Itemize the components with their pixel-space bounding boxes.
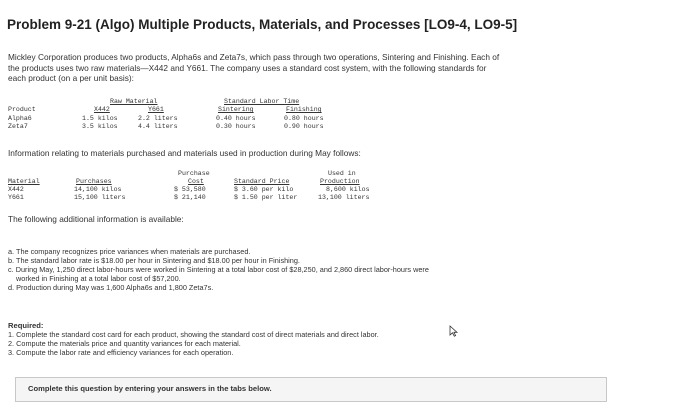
header-standard-price: Standard Price <box>234 178 290 185</box>
header-x442: X442 <box>94 106 110 113</box>
info-item-c-continued: worked in Finishing at a total labor cost of $57,200. <box>16 273 181 283</box>
row-product: Alpha6 <box>8 115 32 122</box>
problem-intro <box>8 52 608 84</box>
row-product: Zeta7 <box>8 123 28 130</box>
header-labor-time: Standard Labor Time <box>224 98 300 105</box>
standards-table <box>8 98 340 138</box>
header-purchases: Purchases <box>76 178 112 185</box>
row-sintering: 0.30 hours <box>216 123 256 130</box>
row-material: X442 <box>8 186 24 193</box>
row-sintering: 0.40 hours <box>216 115 256 122</box>
required-list <box>8 331 568 358</box>
tabs-instruction: Complete this question by entering your answers in the tabs below. <box>28 384 272 393</box>
required-item-1: 1. Complete the standard cost card for each product, showing the standard cost of direct materials and direct labor. <box>8 330 379 339</box>
additional-info-list <box>8 248 608 293</box>
row-x442: 1.5 kilos <box>82 115 118 122</box>
header-product: Product <box>8 106 36 113</box>
row-material: Y661 <box>8 194 24 201</box>
header-used-2: Production <box>320 178 360 185</box>
header-y661: Y661 <box>148 106 164 113</box>
intro-line: the products uses two raw materials—X442 and Y661. The company uses a standard cost system, with the following standards for <box>8 62 487 73</box>
additional-info-text: The following additional information is available: <box>8 214 184 224</box>
header-used-1: Used in <box>328 170 356 177</box>
required-item-2: 2. Compute the materials price and quantity variances for each material. <box>8 338 241 348</box>
header-purchase-cost-2: Cost <box>188 178 204 185</box>
header-sintering: Sintering <box>218 106 254 113</box>
info-item-c: c. During May, 1,250 direct labor-hours were worked in Sintering at a total labor cost of $28,250, and 2,860 direct labor-hours were <box>8 264 429 274</box>
required-item-3: 3. Compute the labor rate and efficiency variances for each operation. <box>8 347 234 357</box>
row-finishing: 0.80 hours <box>284 115 324 122</box>
header-purchase-cost-1: Purchase <box>178 170 210 177</box>
row-x442: 3.5 kilos <box>82 123 118 130</box>
header-raw-material: Raw Material <box>110 98 158 105</box>
materials-info-text: Information relating to materials purchased and materials used in production during May follows: <box>8 148 361 158</box>
materials-table <box>8 170 380 206</box>
header-material: Material <box>8 178 40 185</box>
header-finishing: Finishing <box>286 106 322 113</box>
row-cost: $ 21,140 <box>174 194 206 201</box>
answer-tabs-panel <box>15 377 607 402</box>
info-item-d: d. Production during May was 1,600 Alpha6s and 1,800 Zeta7s. <box>8 282 214 292</box>
row-purchases: 14,100 kilos <box>74 186 122 193</box>
row-finishing: 0.90 hours <box>284 123 324 130</box>
info-item-a: a. The company recognizes price variances when materials are purchased. <box>8 247 251 256</box>
row-y661: 2.2 liters <box>138 115 178 122</box>
intro-line: each product (on a per unit basis): <box>8 73 134 83</box>
problem-title: Problem 9-21 (Algo) Multiple Products, Materials, and Processes [LO9-4, LO9-5] <box>7 17 518 32</box>
row-used: 8,600 kilos <box>326 186 370 193</box>
row-cost: $ 53,580 <box>174 186 206 193</box>
row-price: $ 3.60 per kilo <box>234 186 294 193</box>
row-purchases: 15,100 liters <box>74 194 126 201</box>
mouse-pointer-icon <box>449 325 459 337</box>
info-item-b: b. The standard labor rate is $18.00 per hour in Sintering and $18.00 per hour in Finishing. <box>8 255 300 265</box>
row-price: $ 1.50 per liter <box>234 194 298 201</box>
intro-line: Mickley Corporation produces two products, Alpha6s and Zeta7s, which pass through two operations, Sintering and Finishing. Each of <box>8 52 500 62</box>
row-used: 13,100 liters <box>318 194 370 201</box>
row-y661: 4.4 liters <box>138 123 178 130</box>
required-heading: Required: <box>8 321 44 330</box>
